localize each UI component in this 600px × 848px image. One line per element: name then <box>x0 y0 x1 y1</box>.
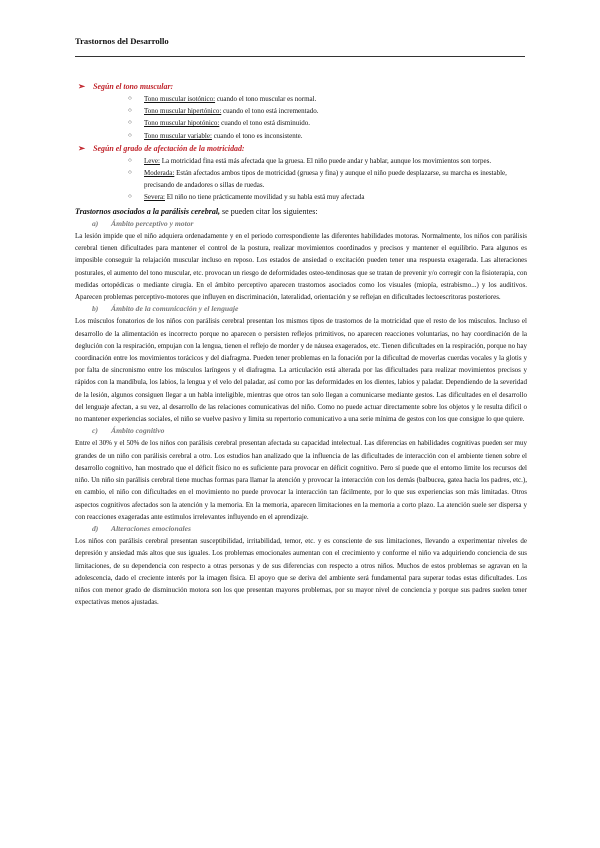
section-paragraph: Los músculos fonatorios de los niños con parálisis cerebral presentan los mismos tipos de trastornos de la motricidad que el resto de los músculos. Incluso el desarrollo de la alimentación es incorrecto porque no aparecen o persisten reflejos primitivos, no aparecen reacciones voluntarias, no hay coordinación de la deglución con la respiración, empujan con la lengua, tienen el reflejo de morder y de náusea exagerados, etc. Tienen dificultades en la respiración, porque no hay coordinación entre los movimientos torácicos y del diafragma. Pueden tener problemas en la fonación por la dificultad de moverlas cuerdas vocales y la glotis y por falta de sincronismo entre los músculos laríngeos y el diafragma. La articulación está alterada por las dificultades para realizar movimientos precisos y rápidos con la mandíbula, los labios, la lengua y el velo del paladar, así como por las deformidades en los dientes, labios y paladar. Dependiendo de la severidad de la lesión, algunos consiguen llegar a un habla inteligible, mientras que otros tan solo llegan a comunicarse mediante gestos. Las dificultades en el desarrollo del lenguaje afectan, a su vez, al desarrollo de las relaciones comunicativas del niño. Como no puede actuar directamente sobre los objetos y le resulta difícil o no mantener experiencias sociales, el niño se vuelve pasivo y limita su repertorio comunicativo a una serie mínima de gestos con los que consigue lo que quiere. <box>75 317 527 424</box>
list-item <box>128 191 527 203</box>
section-heading <box>92 303 527 315</box>
list-item-text: cuando el tono está incrementado. <box>221 107 319 116</box>
list-item <box>128 105 527 117</box>
motricidad-heading <box>78 142 527 155</box>
list-item-term: Leve: <box>144 156 160 165</box>
list-item-term: Tono muscular variable: <box>144 131 212 140</box>
section-paragraph: Entre el 30% y el 50% de los niños con parálisis cerebral presentan afectada su capacidad intelectual. Las diferencias en habilidades cognitivas pueden ser muy grandes de un niño con parálisis cerebral a otro. Los estudios han analizado que la influencia de las dificultades de interacción con el ambiente tienen sobre el desarrollo cognitivo, han mostrado que el déficit físico no es suficiente para provocar en déficit cognitivo. Pero sí puede que el entorno limite los recursos del niño. Un niño sin parálisis cerebral tiene muchas formas para llamar la atención y provocar la interacción con los demás (balbucea, gatea hacia los padres, etc.), en cambio, el niño con dificultades en el movimiento no puede provocar la interacción tan fácilmente, por lo que sus experiencias son más limitadas. Otros aspectos cognitivos afectados son la atención y la memoria. En la memoria, aparecen limitaciones en la memoria a corto plazo. La atención suele ser dispersa y con reacciones exageradas ante estímulos irrelevantes influyendo en el aprendizaje. <box>75 439 527 521</box>
list-item <box>128 117 527 129</box>
document-body <box>75 80 527 608</box>
circle-bullet-icon: ○ <box>128 169 132 177</box>
section-letter: a) <box>92 218 99 228</box>
trastornos-title-rest: se pueden citar los siguientes: <box>220 206 318 216</box>
circle-bullet-icon: ○ <box>128 193 132 201</box>
tono-heading <box>78 80 527 93</box>
list-item-text: cuando el tono muscular es normal. <box>215 95 317 103</box>
page-header-title: Trastornos del Desarrollo <box>75 36 169 46</box>
list-item <box>128 167 527 191</box>
list-item-term: Moderada: <box>144 169 175 178</box>
section-heading <box>92 523 527 535</box>
section-heading <box>92 218 527 230</box>
list-item-text: La motricidad fina está más afectada que la gruesa. El niño puede andar y hablar, aunque los movimientos son torpes. <box>159 156 492 165</box>
list-item <box>128 93 527 105</box>
section-title: Ámbito perceptivo y motor <box>111 218 194 228</box>
motricidad-heading-text: Según el grado de afectación de la motricidad: <box>93 143 245 153</box>
arrow-bullet-icon: ➢ <box>78 142 86 153</box>
list-item <box>128 155 527 167</box>
section-letter: d) <box>92 523 99 533</box>
list-item-text: El niño no tiene prácticamente movilidad y su habla está muy afectada <box>165 193 365 202</box>
list-item-term: Tono muscular hipotónico: <box>144 119 220 128</box>
section-paragraph: La lesión impide que el niño adquiera ordenadamente y en el periodo correspondiente las diferentes habilidades motoras. Normalmente, los niños con parálisis cerebral tienen dificultades para mantener el control de la postura, realizar movimientos coordinados y precisos y mantener el equilibrio. Para algunos es imposible conseguir la relajación muscular incluso en reposo. Los estados de ansiedad o excitación pueden tener una respuesta exagerada. Las alteraciones posturales, el aumento del tono muscular, etc. provocan un riesgo de deformidades osteo-tendinosas que se tratan de prevenir y/o corregir con la fisioterapia, con medidas ortopédicas o mediante cirugía. En el ámbito perceptivo aparecen trastornos asociados como los visuales (miopía, estrabismo...) y los auditivos. Aparecen problemas perceptivo-motores que influyen en discriminación, lateralidad, orientación y se reflejan en dificultades lectoescritoras posteriores. <box>75 232 527 302</box>
section-title: Ámbito de la comunicación y el lenguaje <box>111 304 239 314</box>
circle-bullet-icon: ○ <box>128 95 132 102</box>
circle-bullet-icon: ○ <box>128 119 132 127</box>
trastornos-title <box>75 206 527 218</box>
header-rule <box>75 56 525 57</box>
arrow-bullet-icon: ➢ <box>78 81 86 91</box>
tono-heading-text: Según el tono muscular: <box>93 82 174 91</box>
section-heading <box>92 425 527 437</box>
list-item-text: cuando el tono está disminuido. <box>219 119 310 128</box>
list-item-term: Severa: <box>144 193 165 202</box>
section-paragraph: Los niños con parálisis cerebral presentan susceptibilidad, irritabilidad, temor, etc. y es consciente de sus limitaciones, llevando a experimentar niveles de depresión y ansiedad más altos que sus iguales. Los problemas emocionales aumentan con el crecimiento y conforme el niño va adquiriendo conciencia de sus limitaciones, de su dependencia con respecto a otras personas y de sus diferencias con respecto a otros niños. Muchos de estos problemas se agravan en la adolescencia, dado el creciente interés por la imagen física. El apoyo que se deriva del ambiente será fundamental para superar todas estas dificultades. Los niños con menor grado de disminución motora son los que presentan mayores problemas, por su mayor nivel de conciencia y porque sus padres suelen tener expectativas menos ajustadas. <box>75 537 527 607</box>
section-title: Ámbito cognitivo <box>111 426 165 436</box>
circle-bullet-icon: ○ <box>128 156 132 164</box>
section-letter: b) <box>92 304 99 314</box>
list-item <box>128 130 527 142</box>
circle-bullet-icon: ○ <box>128 107 132 115</box>
list-item-text: Están afectados ambos tipos de motricidad (gruesa y fina) y aunque el niño puede desplazarse, su marcha es inestable, precisando de andadores o sillas de ruedas. <box>144 169 507 190</box>
section-letter: c) <box>92 426 98 436</box>
list-item-term: Tono muscular hipertónico: <box>144 107 222 116</box>
circle-bullet-icon: ○ <box>128 131 132 139</box>
trastornos-title-bold: Trastornos asociados a la parálisis cerebral, <box>75 206 221 216</box>
section-title: Alteraciones emocionales <box>111 523 191 533</box>
list-item-text: cuando el tono es inconsistente. <box>211 131 303 140</box>
list-item-term: Tono muscular isotónico: <box>144 95 216 103</box>
